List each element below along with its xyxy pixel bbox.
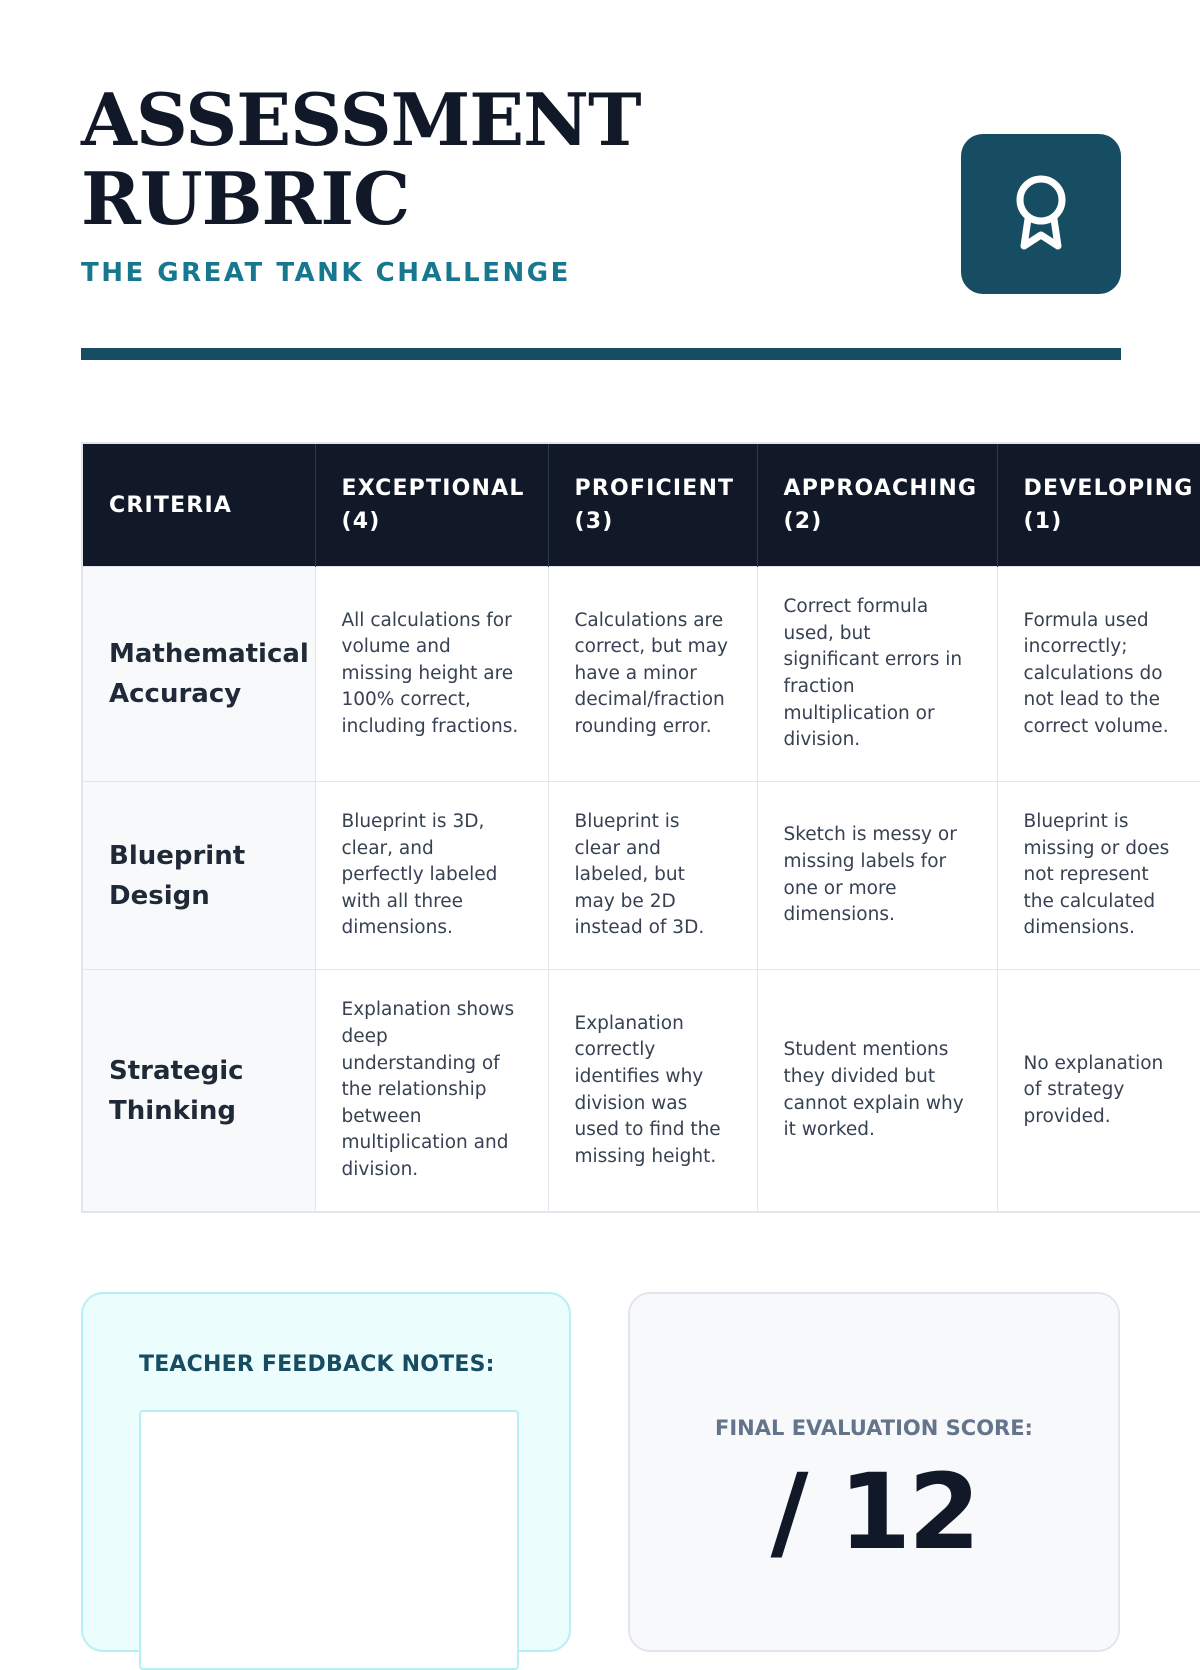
column-header-proficient-line-1: PROFICIENT (574, 476, 735, 501)
column-header-criteria-line-1: CRITERIA (109, 492, 233, 518)
final-score-label: FINAL EVALUATION SCORE: (715, 1416, 1033, 1440)
rubric-header-row (82, 443, 1200, 567)
teacher-feedback-label: TEACHER FEEDBACK NOTES: (139, 1352, 495, 1377)
page-title (81, 77, 781, 241)
rubric-cell: Explanation shows deep understanding of the relationship between multiplication and division. (315, 970, 548, 1213)
rubric-cell: Sketch is messy or missing labels for one or more dimensions. (757, 782, 997, 970)
table-row (82, 567, 1200, 782)
column-header-exceptional-line-1: EXCEPTIONAL (341, 476, 525, 501)
header-divider (81, 348, 1121, 360)
page-title-line-1: ASSESSMENT (81, 77, 641, 162)
rubric-cell: Blueprint is missing or does not represent the calculated dimensions. (997, 782, 1200, 970)
column-header-criteria (82, 443, 315, 567)
award-badge (961, 134, 1121, 294)
criterion-line-2: Design (109, 880, 210, 911)
criterion-mathematical-accuracy (82, 567, 315, 782)
criterion-line-2: Thinking (109, 1095, 236, 1126)
criterion-line-1: Blueprint (109, 840, 246, 871)
rubric-cell: Correct formula used, but significant errors in fraction multiplication or division. (757, 567, 997, 782)
rubric-cell: Calculations are correct, but may have a minor decimal/fraction rounding error. (548, 567, 757, 782)
teacher-feedback-panel (81, 1292, 571, 1652)
rubric-cell: All calculations for volume and missing height are 100% correct, including fractions. (315, 567, 548, 782)
final-score-value: / 12 (770, 1451, 978, 1573)
rubric-cell: Student mentions they divided but cannot explain why it worked. (757, 970, 997, 1213)
column-header-exceptional (315, 443, 548, 567)
rubric-cell: Explanation correctly identifies why division was used to find the missing height. (548, 970, 757, 1213)
award-ribbon-icon (1011, 174, 1071, 254)
column-header-approaching-line-1: APPROACHING (783, 476, 978, 501)
final-score-panel (628, 1292, 1120, 1652)
page-subtitle: THE GREAT TANK CHALLENGE (81, 258, 571, 288)
column-header-proficient (548, 443, 757, 567)
column-header-approaching-line-2: (2) (783, 509, 823, 534)
table-row (82, 782, 1200, 970)
table-row (82, 970, 1200, 1213)
rubric-cell: Blueprint is clear and labeled, but may be 2D instead of 3D. (548, 782, 757, 970)
rubric-cell: Blueprint is 3D, clear, and perfectly labeled with all three dimensions. (315, 782, 548, 970)
criterion-strategic-thinking (82, 970, 315, 1213)
criterion-line-1: Strategic (109, 1055, 244, 1086)
column-header-developing-line-2: (1) (1023, 509, 1063, 534)
rubric-table (81, 442, 1200, 1213)
column-header-developing (997, 443, 1200, 567)
column-header-exceptional-line-2: (4) (341, 509, 381, 534)
column-header-developing-line-1: DEVELOPING (1023, 476, 1194, 501)
criterion-blueprint-design (82, 782, 315, 970)
page-title-line-2: RUBRIC (81, 156, 410, 241)
rubric-cell: Formula used incorrectly; calculations do not lead to the correct volume. (997, 567, 1200, 782)
teacher-feedback-input[interactable] (139, 1410, 519, 1670)
criterion-line-2: Accuracy (109, 679, 242, 709)
rubric-cell: No explanation of strategy provided. (997, 970, 1200, 1213)
criterion-line-1: Mathematical (109, 639, 309, 669)
column-header-approaching (757, 443, 997, 567)
column-header-proficient-line-2: (3) (574, 509, 614, 534)
